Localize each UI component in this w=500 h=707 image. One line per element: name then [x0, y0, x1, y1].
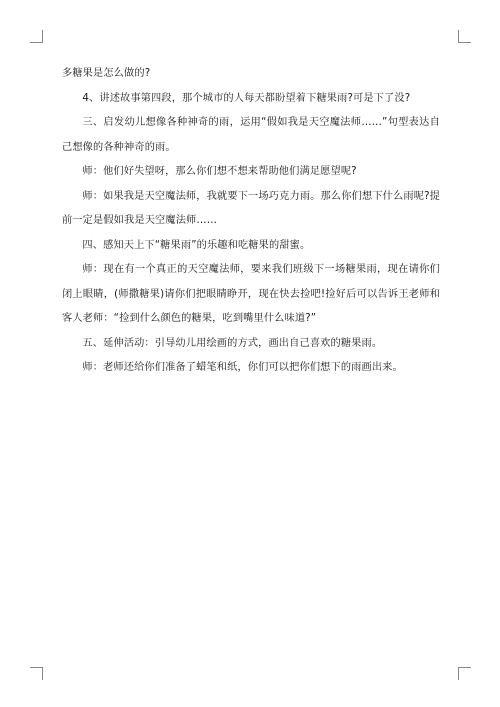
- paragraph-teacher-3: 师：现在有一个真正的天空魔法师，要来我们班级下一场糖果雨，现在请你们闭上眼睛，(师撒糖果)请你们把眼睛睁开，现在快去捡吧!捡好后可以告诉王老师和客人老师：“捡到什么颜色的糖果，吃到嘴里什么味道?”: [62, 264, 440, 324]
- paragraph-continuation: 多糖果是怎么做的?: [62, 68, 151, 79]
- paragraph-teacher-2: 师：如果我是天空魔法师，我就要下一场巧克力雨。那么你们想下什么雨呢?提前一定是假如我是天空魔法师……: [62, 190, 440, 226]
- paragraph-step-4: 4、讲述故事第四段，那个城市的人每天都盼望着下糖果雨?可是下了没?: [82, 92, 411, 104]
- crop-mark-bottom-right: [458, 667, 471, 680]
- paragraph-section-5: 五、延伸活动：引导幼儿用绘画的方式，画出自己喜欢的糖果雨。: [82, 337, 383, 349]
- paragraph-teacher-1: 师：他们好失望呀，那么你们想不想来帮助他们满足愿望呢?: [82, 166, 357, 177]
- paragraph-section-4: 四、感知天上下“糖果雨”的乐趣和吃糖果的甜蜜。: [82, 239, 311, 251]
- paragraph-section-3: 三、启发幼儿想像各种神奇的雨，运用“假如我是天空魔法师……”句型表达自己想像的各种神奇的雨。: [62, 117, 440, 153]
- crop-mark-bottom-left: [30, 667, 43, 680]
- crop-mark-top-left: [30, 30, 43, 43]
- crop-mark-top-right: [458, 30, 471, 43]
- paragraph-teacher-4: 师：老师还给你们准备了蜡笔和纸，你们可以把你们想下的雨画出来。: [82, 362, 403, 373]
- document-body: [62, 62, 440, 381]
